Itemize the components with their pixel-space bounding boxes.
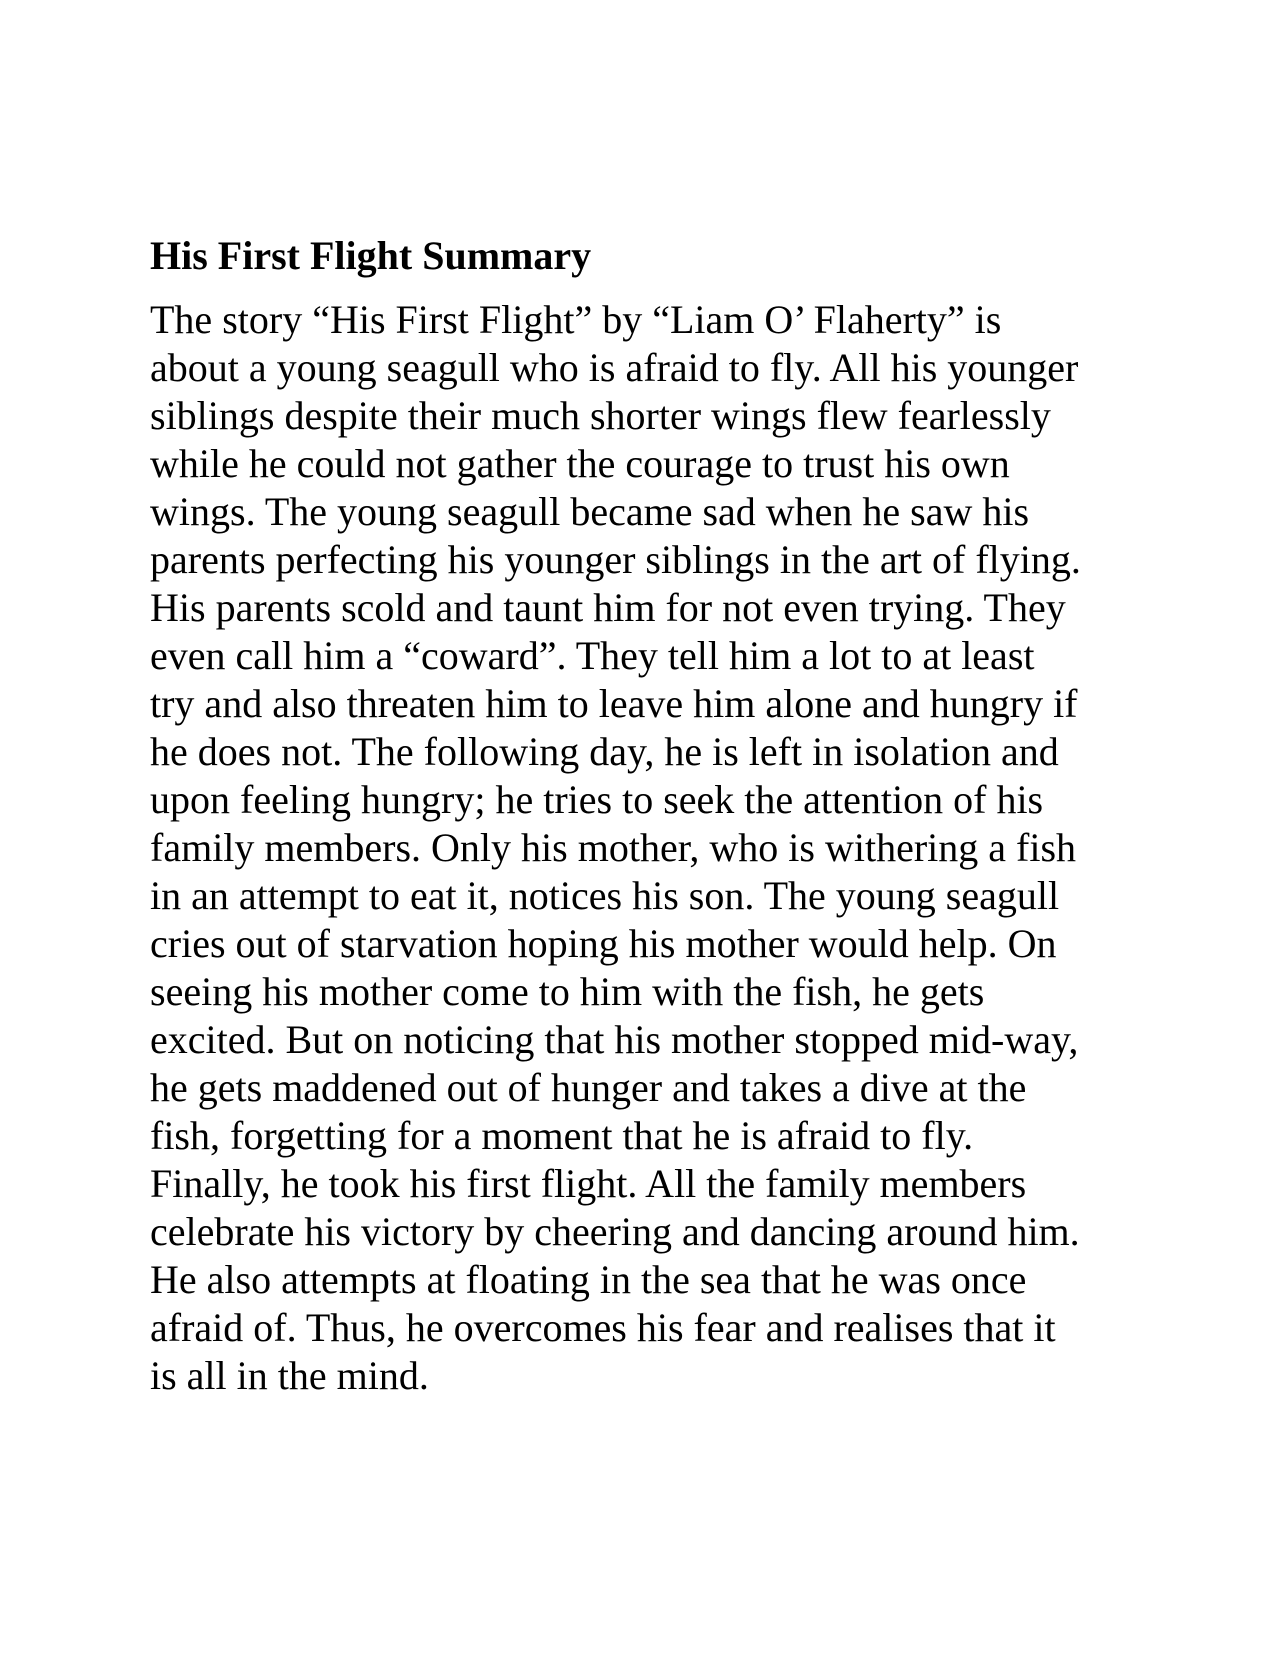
paragraph-line: His parents scold and taunt him for not even trying. They bbox=[150, 585, 1066, 630]
paragraph-line: seeing his mother come to him with the fish, he gets bbox=[150, 969, 985, 1014]
paragraph-line: even call him a “coward”. They tell him a lot to at least bbox=[150, 633, 1035, 678]
paragraph-line: he gets maddened out of hunger and takes a dive at the bbox=[150, 1065, 1027, 1110]
paragraph-line: family members. Only his mother, who is withering a fish bbox=[150, 825, 1077, 870]
paragraph-line: celebrate his victory by cheering and dancing around him. bbox=[150, 1209, 1080, 1254]
paragraph-line: The story “His First Flight” by “Liam O’ Flaherty” is bbox=[150, 297, 1002, 342]
paragraph-line: in an attempt to eat it, notices his son. The young seagull bbox=[150, 873, 1060, 918]
paragraph-line: parents perfecting his younger siblings in the art of flying. bbox=[150, 537, 1081, 582]
paragraph-line: upon feeling hungry; he tries to seek the attention of his bbox=[150, 777, 1044, 822]
paragraph-line: he does not. The following day, he is left in isolation and bbox=[150, 729, 1059, 774]
paragraph-line: is all in the mind. bbox=[150, 1353, 429, 1398]
paragraph-line: while he could not gather the courage to trust his own bbox=[150, 441, 1010, 486]
paragraph-line: wings. The young seagull became sad when he saw his bbox=[150, 489, 1030, 534]
document-content bbox=[150, 232, 1140, 1400]
paragraph-line: try and also threaten him to leave him alone and hungry if bbox=[150, 681, 1078, 726]
document-title: His First Flight Summary bbox=[150, 233, 592, 278]
paragraph-line: siblings despite their much shorter wings flew fearlessly bbox=[150, 393, 1051, 438]
paragraph-line: excited. But on noticing that his mother stopped mid-way, bbox=[150, 1017, 1079, 1062]
paragraph-line: afraid of. Thus, he overcomes his fear and realises that it bbox=[150, 1305, 1056, 1350]
paragraph-line: about a young seagull who is afraid to fly. All his younger bbox=[150, 345, 1079, 390]
paragraph-line: He also attempts at floating in the sea that he was once bbox=[150, 1257, 1027, 1302]
summary-paragraph bbox=[150, 296, 1140, 1400]
paragraph-line: Finally, he took his first flight. All the family members bbox=[150, 1161, 1027, 1206]
paragraph-line: cries out of starvation hoping his mother would help. On bbox=[150, 921, 1057, 966]
paragraph-line: fish, forgetting for a moment that he is afraid to fly. bbox=[150, 1113, 974, 1158]
